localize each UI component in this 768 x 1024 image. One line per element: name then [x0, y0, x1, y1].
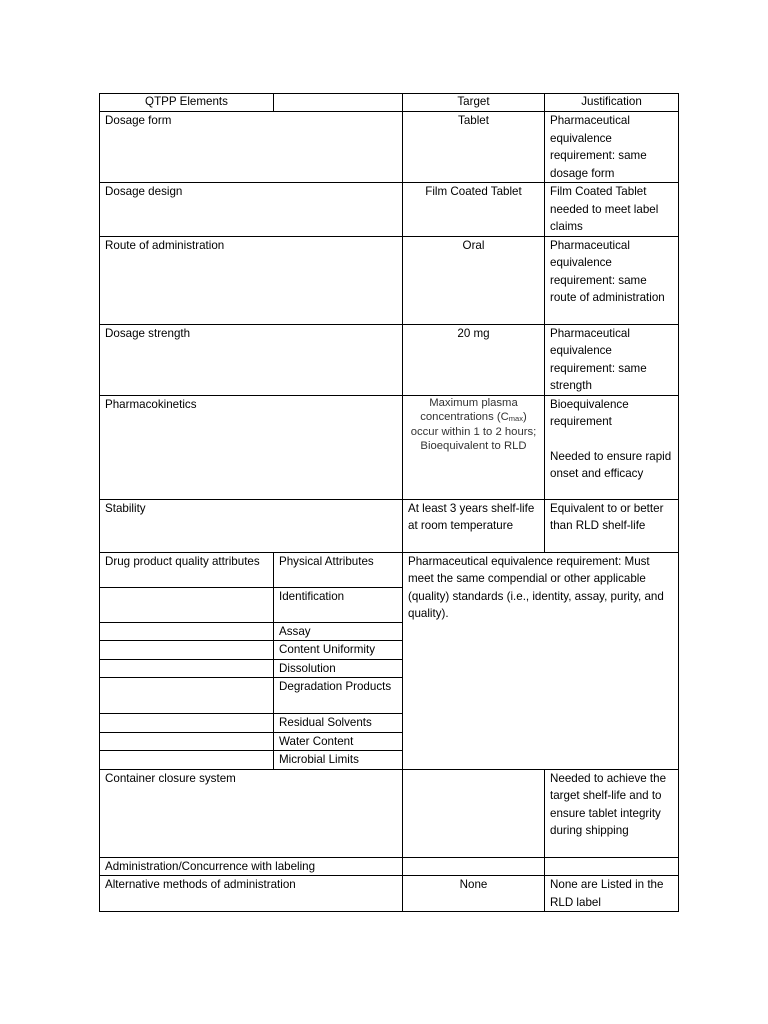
justification-cell: Pharmaceutical equivalence requirement: same dosage form — [545, 112, 679, 183]
header-justification: Justification — [545, 94, 679, 112]
quality-blank-cell — [100, 641, 274, 660]
quality-attribute: Dissolution — [274, 659, 403, 678]
quality-attribute: Degradation Products — [274, 678, 403, 714]
header-blank — [274, 94, 403, 112]
element-cell: Administration/Concurrence with labeling — [100, 857, 403, 876]
element-cell: Dosage form — [100, 112, 403, 183]
header-target: Target — [403, 94, 545, 112]
element-cell: Dosage strength — [100, 324, 403, 395]
justification-cell — [545, 857, 679, 876]
target-cell — [403, 395, 545, 499]
spacer — [550, 431, 673, 448]
target-cell: Oral — [403, 236, 545, 324]
row-pharmacokinetics — [100, 395, 679, 499]
target-cell — [403, 857, 545, 876]
row-alternative-methods — [100, 876, 679, 912]
quality-blank-cell — [100, 587, 274, 622]
target-cell: Film Coated Tablet — [403, 183, 545, 237]
justification-cell: Pharmaceutical equivalence requirement: same route of administration — [545, 236, 679, 324]
target-cell: None — [403, 876, 545, 912]
justification-line-b: Needed to ensure rapid onset and efficacy — [550, 449, 672, 480]
row-dosage-form — [100, 112, 679, 183]
target-text-b: ) occur within 1 to 2 hours; Bioequivalent to RLD — [410, 411, 537, 453]
justification-cell — [545, 395, 679, 499]
justification-line-a: Bioequivalence requirement — [550, 397, 629, 428]
justification-cell: Pharmaceutical equivalence requirement: same strength — [545, 324, 679, 395]
target-text-a: Maximum plasma concentrations (C — [420, 396, 518, 424]
target-cell: 20 mg — [403, 324, 545, 395]
quality-blank-cell — [100, 678, 274, 714]
row-route-of-administration — [100, 236, 679, 324]
quality-blank-cell — [100, 659, 274, 678]
header-row — [100, 94, 679, 112]
quality-attribute: Physical Attributes — [274, 552, 403, 587]
quality-blank-cell — [100, 714, 274, 733]
target-cell: At least 3 years shelf-life at room temperature — [403, 499, 545, 552]
row-dosage-design — [100, 183, 679, 237]
justification-cell: Needed to achieve the target shelf-life and to ensure tablet integrity during shipping — [545, 769, 679, 857]
quality-requirement-cell: Pharmaceutical equivalence requirement: Must meet the same compendial or other applicable (quality) standards (i.e., identity, assay, purity, and quality). — [403, 552, 679, 769]
quality-blank-cell — [100, 751, 274, 770]
target-cell: Tablet — [403, 112, 545, 183]
justification-cell: None are Listed in the RLD label — [545, 876, 679, 912]
justification-cell: Equivalent to or better than RLD shelf-life — [545, 499, 679, 552]
header-qtpp-elements: QTPP Elements — [100, 94, 274, 112]
qtpp-table — [99, 93, 679, 912]
element-cell: Alternative methods of administration — [100, 876, 403, 912]
element-cell: Route of administration — [100, 236, 403, 324]
quality-blank-cell — [100, 622, 274, 641]
row-stability — [100, 499, 679, 552]
quality-attribute: Residual Solvents — [274, 714, 403, 733]
quality-attribute: Identification — [274, 587, 403, 622]
quality-attribute: Water Content — [274, 732, 403, 751]
target-cell — [403, 769, 545, 857]
quality-blank-cell — [100, 732, 274, 751]
quality-attribute: Content Uniformity — [274, 641, 403, 660]
row-container-closure — [100, 769, 679, 857]
row-dosage-strength — [100, 324, 679, 395]
row-administration-labeling — [100, 857, 679, 876]
element-cell: Pharmacokinetics — [100, 395, 403, 499]
element-cell: Stability — [100, 499, 403, 552]
quality-attribute: Microbial Limits — [274, 751, 403, 770]
quality-row-1 — [100, 552, 679, 587]
quality-attribute: Assay — [274, 622, 403, 641]
quality-element-cell: Drug product quality attributes — [100, 552, 274, 587]
element-cell: Dosage design — [100, 183, 403, 237]
element-cell: Container closure system — [100, 769, 403, 857]
justification-cell: Film Coated Tablet needed to meet label claims — [545, 183, 679, 237]
target-subscript: max — [508, 414, 523, 424]
